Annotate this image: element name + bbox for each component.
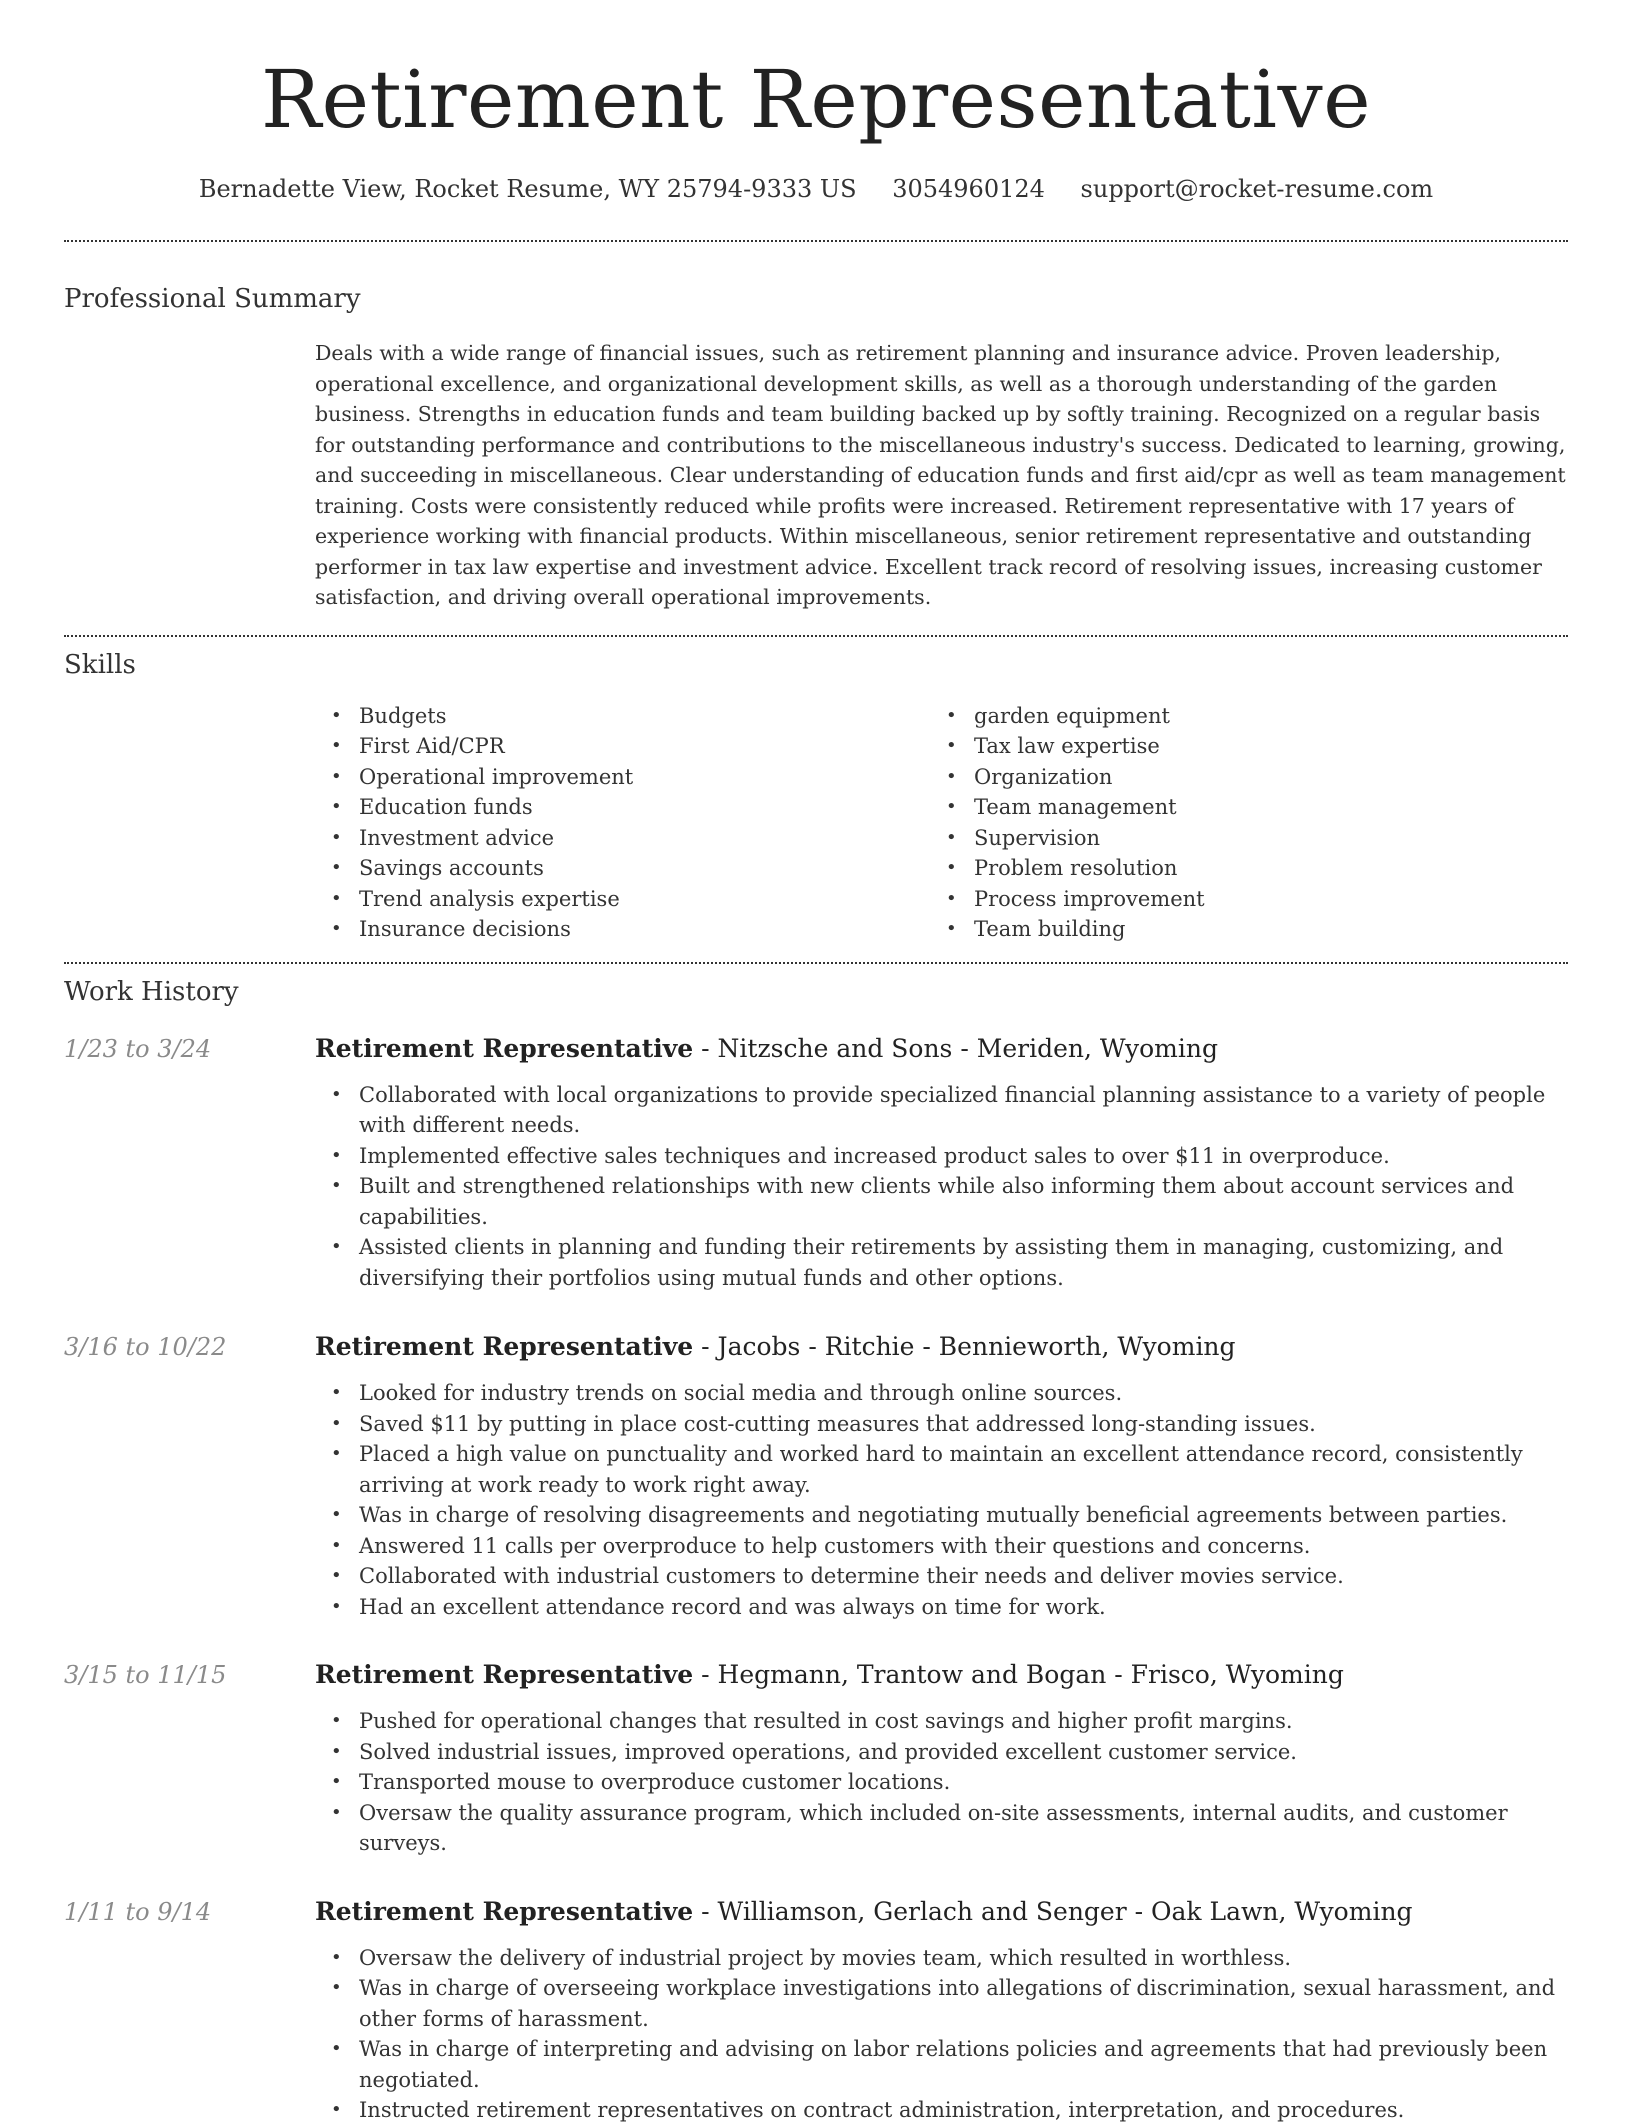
job-bullet: • Answered 11 calls per overproduce to help customers with their questions and concerns.	[315, 1531, 1568, 1562]
skills-column-right	[930, 701, 1545, 945]
job-bullet: • Oversaw the quality assurance program, which included on-site assessments, internal audits, and customer surveys.	[315, 1798, 1568, 1859]
skill-item: • Tax law expertise	[930, 731, 1545, 762]
skills-list	[315, 701, 1568, 945]
skill-item: • Budgets	[315, 701, 930, 732]
job-bullet: • Collaborated with industrial customers to determine their needs and deliver movies service.	[315, 1561, 1568, 1592]
contact-phone: 3054960124	[892, 175, 1045, 203]
summary-text: Deals with a wide range of financial issues, such as retirement planning and insurance advice. Proven leadership, operational excellence, and organizational development skills, as well as a thorough understanding of the garden business. Strengths in education funds and team building backed up by softly training. Recognized on a regular basis for outstanding performance and contributions to the miscellaneous industry's success. Dedicated to learning, growing, and succeeding in miscellaneous. Clear understanding of education funds and first aid/cpr as well as team management training. Costs were consistently reduced while profits were increased. Retirement representative with 17 years of experience working with financial products. Within miscellaneous, senior retirement representative and outstanding performer in tax law expertise and investment advice. Excellent track record of resolving issues, increasing customer satisfaction, and driving overall operational improvements.	[315, 341, 1566, 609]
skill-item: • Savings accounts	[315, 853, 930, 884]
job-bullet: • Built and strengthened relationships with new clients while also informing them about account services and capabilities.	[315, 1171, 1568, 1232]
contact-email: support@rocket-resume.com	[1080, 175, 1434, 203]
job-employer-location: - Jacobs - Ritchie - Bennieworth, Wyoming	[693, 1332, 1236, 1361]
job-bullet: • Looked for industry trends on social media and through online sources.	[315, 1378, 1568, 1409]
job-bullet: • Collaborated with local organizations to provide specialized financial planning assistance to a variety of people with different needs.	[315, 1080, 1568, 1141]
job-employer-location: - Nitzsche and Sons - Meriden, Wyoming	[693, 1033, 1218, 1063]
job-bullet: • Had an excellent attendance record and was always on time for work.	[315, 1592, 1568, 1623]
skill-item: • Trend analysis expertise	[315, 884, 930, 915]
skill-item: • Supervision	[930, 823, 1545, 854]
skill-item: • Investment advice	[315, 823, 930, 854]
section-title-work-history: Work History	[64, 976, 239, 1007]
job-entry	[64, 1896, 1568, 2126]
job-title	[315, 1033, 1568, 1065]
job-dates: 1/23 to 3/24	[64, 1034, 212, 1063]
divider	[64, 240, 1568, 242]
job-bullet: • Transported mouse to overproduce customer locations.	[315, 1767, 1568, 1798]
skill-item: • Insurance decisions	[315, 914, 930, 945]
job-bullet: • Saved $11 by putting in place cost-cutting measures that addressed long-standing issues.	[315, 1409, 1568, 1440]
work-history-list	[64, 1033, 1568, 2126]
job-bullets	[315, 1080, 1568, 1294]
skill-item: • Problem resolution	[930, 853, 1545, 884]
section-title-summary: Professional Summary	[64, 284, 361, 314]
job-role: Retirement Representative	[315, 1332, 694, 1361]
job-dates: 3/15 to 11/15	[64, 1661, 227, 1689]
job-dates: 3/16 to 10/22	[64, 1333, 227, 1361]
job-bullets	[315, 1943, 1568, 2126]
job-role: Retirement Representative	[315, 1660, 694, 1689]
skill-item: • Team management	[930, 792, 1545, 823]
job-dates: 1/11 to 9/14	[64, 1897, 212, 1926]
job-bullet: • Pushed for operational changes that resulted in cost savings and higher profit margins.	[315, 1706, 1568, 1737]
job-bullet: • Implemented effective sales techniques and increased product sales to over $11 in overproduce.	[315, 1141, 1568, 1172]
skill-item: • Organization	[930, 762, 1545, 793]
job-title	[315, 1659, 1568, 1691]
skills-column-left	[315, 701, 930, 945]
job-role: Retirement Representative	[315, 1033, 694, 1063]
job-employer-location: - Hegmann, Trantow and Bogan - Frisco, Wyoming	[693, 1660, 1344, 1689]
divider	[64, 635, 1568, 637]
skill-item: • Operational improvement	[315, 762, 930, 793]
job-bullet: • Oversaw the delivery of industrial project by movies team, which resulted in worthless.	[315, 1943, 1568, 1974]
skill-item: • garden equipment	[930, 701, 1545, 732]
job-entry	[64, 1033, 1568, 1294]
divider	[64, 962, 1568, 964]
job-bullet: • Instructed retirement representatives on contract administration, interpretation, and procedures.	[315, 2095, 1568, 2126]
contact-line	[64, 174, 1568, 204]
job-role: Retirement Representative	[315, 1896, 694, 1926]
job-bullet: • Placed a high value on punctuality and worked hard to maintain an excellent attendance record, consistently arriving at work ready to work right away.	[315, 1439, 1568, 1500]
contact-address: Bernadette View, Rocket Resume, WY 25794-9333 US	[198, 175, 857, 203]
job-employer-location: - Williamson, Gerlach and Senger - Oak Lawn, Wyoming	[693, 1896, 1413, 1926]
skill-item: • Process improvement	[930, 884, 1545, 915]
resume-page	[64, 0, 1568, 2126]
job-bullet: • Assisted clients in planning and funding their retirements by assisting them in managing, customizing, and diversifying their portfolios using mutual funds and other options.	[315, 1232, 1568, 1293]
job-bullet: • Was in charge of overseeing workplace investigations into allegations of discrimination, sexual harassment, and other forms of harassment.	[315, 1973, 1568, 2034]
job-title	[315, 1331, 1568, 1363]
job-bullet: • Solved industrial issues, improved operations, and provided excellent customer service.	[315, 1737, 1568, 1768]
job-entry	[64, 1331, 1568, 1622]
candidate-name: Retirement Representative	[260, 53, 1372, 146]
job-bullet: • Was in charge of interpreting and advising on labor relations policies and agreements that had previously been negotiated.	[315, 2034, 1568, 2095]
job-title	[315, 1896, 1568, 1928]
job-bullets	[315, 1706, 1568, 1859]
job-entry	[64, 1659, 1568, 1859]
skill-item: • Team building	[930, 914, 1545, 945]
job-bullets	[315, 1378, 1568, 1622]
job-bullet: • Was in charge of resolving disagreements and negotiating mutually beneficial agreements between parties.	[315, 1500, 1568, 1531]
skill-item: • First Aid/CPR	[315, 731, 930, 762]
section-title-skills: Skills	[64, 649, 136, 680]
skill-item: • Education funds	[315, 792, 930, 823]
